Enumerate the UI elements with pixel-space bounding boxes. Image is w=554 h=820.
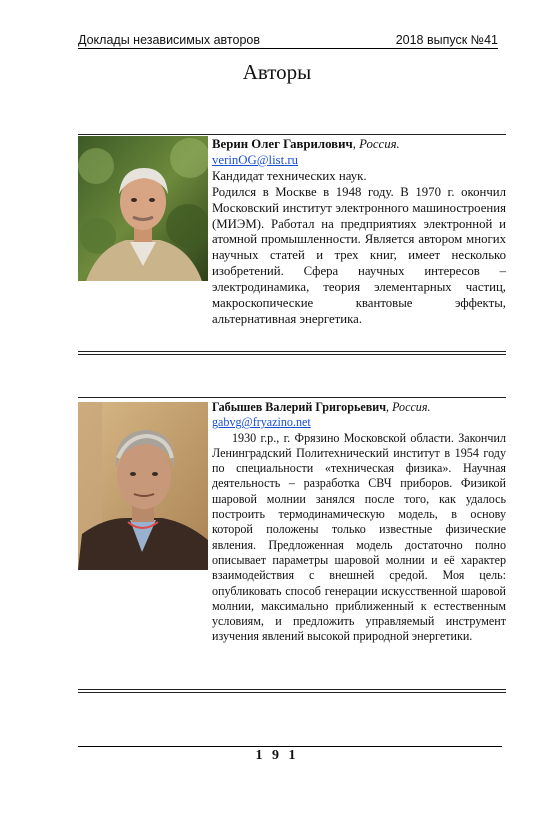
- author-name-line: Габышев Валерий Григорьевич, Россия.: [212, 400, 431, 414]
- author-name: Габышев Валерий Григорьевич: [212, 400, 387, 414]
- author-photo: [78, 402, 208, 570]
- author-name-line: Верин Олег Гаврилович, Россия.: [212, 137, 400, 151]
- author-bio-text: 1930 г.р., г. Фрязино Московской области. Закончил Ленинградский Политехнический институт в 1954 году по специальности «техническая физика». Научная деятельность – разработка СВЧ приборов. Физикой шаровой молнии занялся после того, как удалось построить термодинамическую модель, в основу которой положены только известные физические явления. Предложенная модель достаточно полно описывает параметры шаровой молнии и её характер взаимодействия с внешней средой. Моя цель: опубликовать способ генерации искусственной шаровой молнии, максимально приближенный к естественным условиям, и предложить управляемый инструмент изучения явлений высокой природной энергетики.: [212, 430, 506, 644]
- author-photo: [78, 136, 208, 281]
- author-name: Верин Олег Гаврилович: [212, 137, 353, 151]
- issue-number: 2018 выпуск №41: [395, 33, 498, 47]
- author-entry: [78, 134, 506, 352]
- journal-title: Доклады независимых авторов: [78, 33, 260, 47]
- page-number: 1 9 1: [255, 748, 299, 763]
- author-country: Россия.: [359, 137, 400, 151]
- author-degree: Кандидат технических наук.: [212, 168, 367, 183]
- author-bio: [212, 137, 506, 328]
- author-entry: [78, 397, 506, 690]
- author-email-link[interactable]: verinOG@list.ru: [212, 152, 299, 167]
- footer-divider: [78, 746, 502, 747]
- page-title: Авторы: [242, 60, 312, 84]
- author-country: Россия.: [392, 400, 431, 414]
- author-email-link[interactable]: gabvg@fryazino.net: [212, 415, 311, 430]
- running-header: [78, 33, 498, 49]
- author-bio: [212, 400, 506, 645]
- author-bio-text: Родился в Москве в 1948 году. В 1970 г. окончил Московский институт электронного машиностроения (МИЭМ). Работал на предприятиях электронной и атомной промышленности. Является автором многих научных статей и трех книг, имеет несколько изобретений. Сфера научных интересов – электродинамика, теория элементарных частиц, макроскопические квантовые эффекты, альтернативная энергетика.: [212, 184, 506, 326]
